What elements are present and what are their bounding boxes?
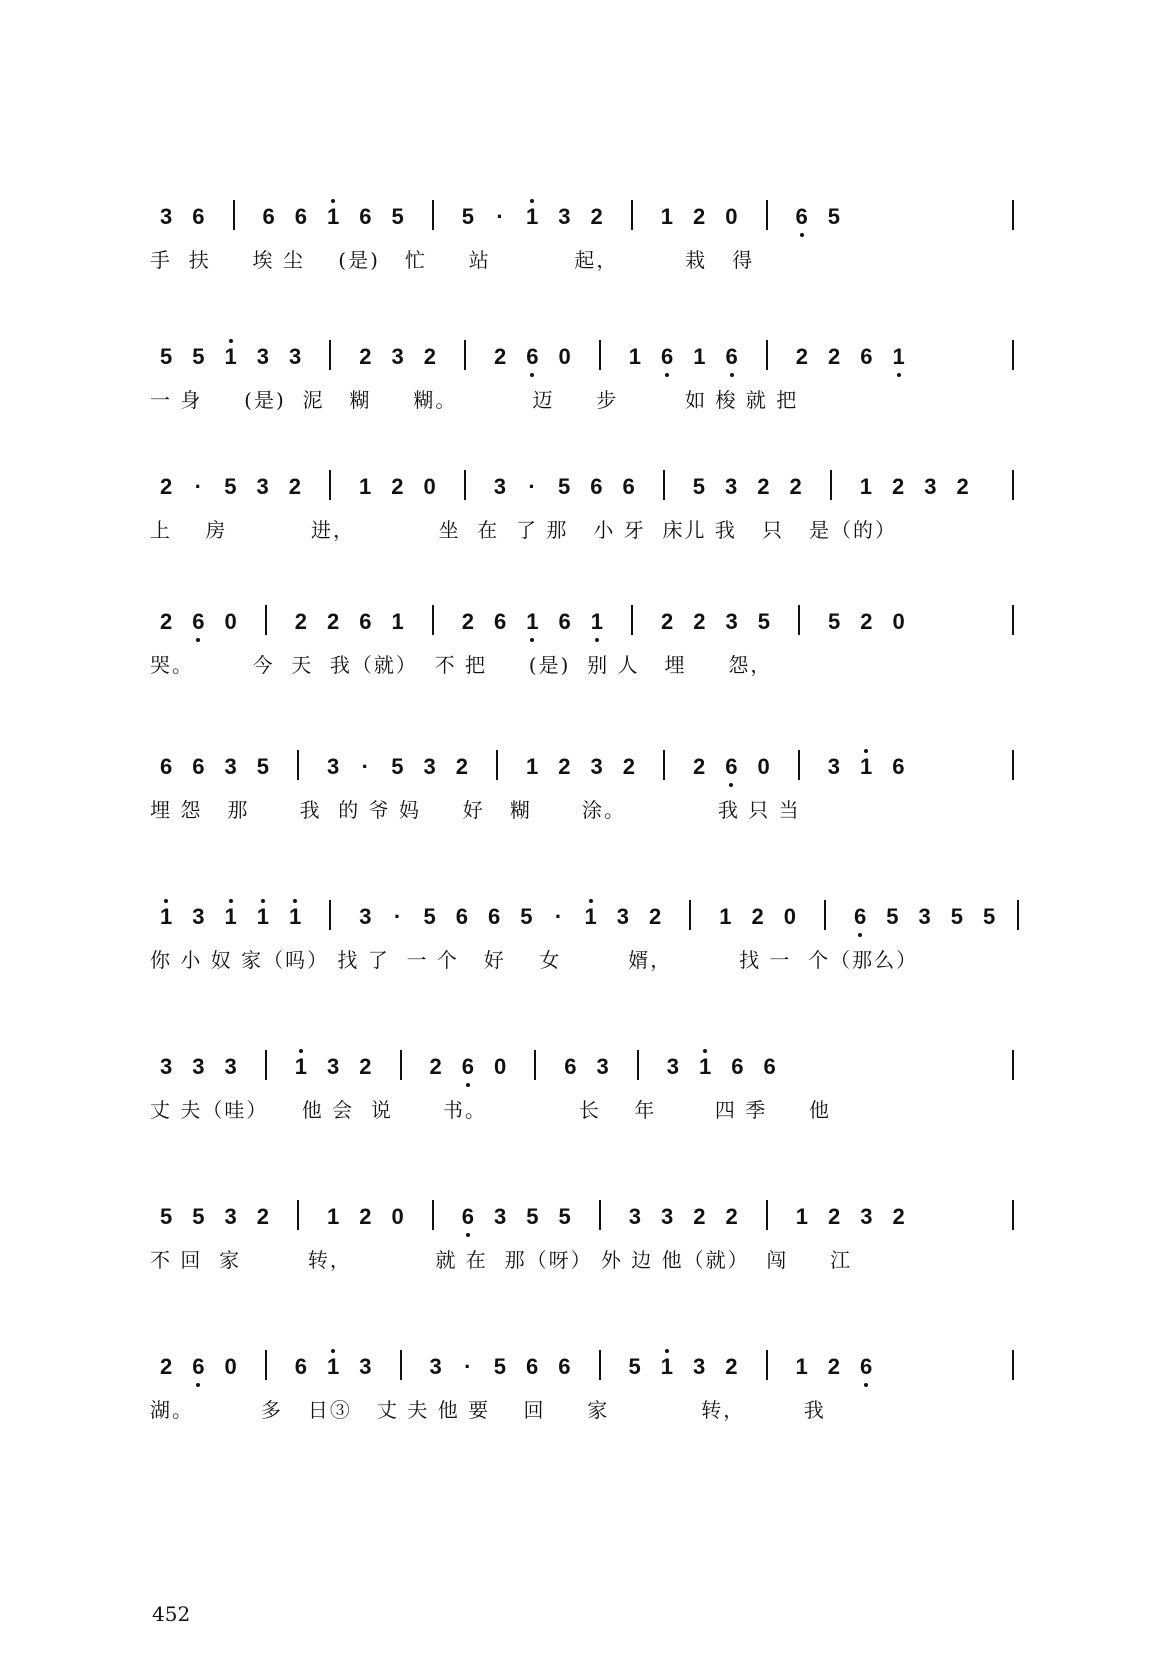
note: 3 [256,474,269,499]
note: 5 [828,609,841,634]
note: 6 [661,344,674,369]
measure [150,609,259,635]
note: 2 [590,204,603,229]
note: 3 [860,1204,873,1229]
note: 2 [661,609,674,634]
note: 6 [558,609,571,634]
note: 1 [628,344,641,369]
measure [408,1354,593,1380]
note: 0 [558,344,571,369]
notation-row [150,1040,1020,1080]
note: 2 [455,754,468,779]
note: 1 [719,904,732,929]
note: 5 [256,754,269,779]
note: 2 [725,1204,738,1229]
note: 6 [731,1054,744,1079]
score-line [150,1190,1020,1280]
measure [472,474,657,500]
note: 5 [628,1354,641,1379]
note: 5 [461,204,474,229]
note: 0 [423,474,436,499]
note: 5 [558,474,571,499]
barline [233,200,235,230]
note: 5 [160,1204,173,1229]
note: 6 [461,1204,474,1229]
note: 0 [725,204,738,229]
barline [1012,1350,1014,1380]
measure [305,754,490,780]
note: 3 [160,204,173,229]
note: 3 [827,754,840,779]
measure [697,904,818,930]
note: 2 [391,474,404,499]
measure [774,1204,927,1230]
note: 5 [224,474,237,499]
note: 2 [795,344,808,369]
barline [329,340,331,370]
note: 1 [590,609,603,634]
measure [150,474,323,500]
note: 5 [391,754,404,779]
note: 1 [693,344,706,369]
barline [631,200,633,230]
note: 3 [924,474,937,499]
note: 0 [783,904,796,929]
note: 1 [526,204,539,229]
measure [472,344,593,370]
note: 1 [860,754,873,779]
barline [265,1050,267,1080]
measure [832,904,1017,930]
note: 1 [699,1054,712,1079]
lyrics-row: 埋 怨 那 我 的 爷 妈 好 糊 涂。 我 只 当 [150,798,801,822]
barline [637,1050,639,1080]
note: 2 [892,474,905,499]
note: 2 [892,1204,905,1229]
note: 1 [892,344,905,369]
note: 2 [359,344,372,369]
note: 6 [192,609,205,634]
note: 3 [628,1204,641,1229]
note: · [194,474,202,499]
note: 3 [725,474,738,499]
notation-row [150,1190,1020,1230]
measure [408,1054,529,1080]
barline [297,1200,299,1230]
measure [774,344,927,370]
note: 6 [763,1054,776,1079]
measure [639,609,792,635]
measure [273,1054,394,1080]
note: 2 [327,609,340,634]
note: 5 [692,474,705,499]
measure [241,204,426,230]
note: 6 [192,754,205,779]
measure [150,344,323,370]
note: 1 [327,204,340,229]
note: 1 [660,204,673,229]
notation-row [150,595,1020,635]
barline [1012,605,1014,635]
measure [337,344,458,370]
note: 2 [956,474,969,499]
note: 3 [666,1054,679,1079]
score-line [150,1340,1020,1430]
note: 1 [256,904,269,929]
lyrics-row: 上 房 进， 坐 在 了 那 小 牙 床儿 我 只 是（的） [150,518,898,542]
note: 1 [526,754,539,779]
note: 2 [828,1204,841,1229]
note: 1 [391,609,404,634]
note: 6 [854,904,867,929]
measure [440,1204,593,1230]
barline [1012,340,1014,370]
note: 1 [160,904,173,929]
note: 2 [693,1204,706,1229]
measure [671,754,792,780]
barline [432,200,434,230]
note: 1 [359,474,372,499]
note: 6 [359,204,372,229]
note: 2 [789,474,802,499]
note: 2 [828,344,841,369]
note: 2 [622,754,635,779]
note: 5 [827,204,840,229]
note: 6 [359,609,372,634]
note: 3 [256,344,269,369]
barline [599,1200,601,1230]
note: · [496,204,504,229]
note: 2 [693,609,706,634]
barline [766,200,768,230]
barline [496,750,498,780]
note: 3 [661,1204,674,1229]
notation-row [150,890,1020,930]
note: 2 [423,344,436,369]
measure [305,1204,426,1230]
note: 6 [558,1354,571,1379]
note: 1 [795,1204,808,1229]
barline [1012,1200,1014,1230]
barline [631,605,633,635]
measure [607,344,760,370]
note: 5 [950,904,963,929]
note: 6 [494,609,507,634]
note: 1 [224,904,237,929]
note: · [464,1354,472,1379]
note: 3 [224,754,237,779]
measure [337,474,458,500]
measure [671,474,824,500]
note: 2 [494,344,507,369]
measure [542,1054,631,1080]
note: 5 [983,904,996,929]
barline [400,1050,402,1080]
measure [645,1054,798,1080]
measure [504,754,657,780]
measure [639,204,760,230]
page-number: 452 [152,1602,191,1626]
note: 2 [461,609,474,634]
note: 6 [622,474,635,499]
lyrics-row: 不 回 家 转， 就 在 那（呀） 外 边 他（就） 闯 江 [150,1248,853,1272]
note: 2 [359,1054,372,1079]
barline [830,470,832,500]
note: 6 [192,1354,205,1379]
measure [150,1354,259,1380]
note: 5 [520,904,533,929]
note: 3 [327,1054,340,1079]
lyrics-row: 哭。 今 天 我（就） 不 把 (是) 别 人 埋 怨， [150,653,773,677]
measure [774,204,863,230]
barline [1012,200,1014,230]
note: 3 [429,1354,442,1379]
note: 2 [558,754,571,779]
measure [607,1204,760,1230]
note: 2 [693,204,706,229]
notation-row [150,460,1020,500]
note: · [528,474,536,499]
note: 5 [160,344,173,369]
note: 2 [256,1204,269,1229]
note: 1 [859,474,872,499]
note: 2 [757,474,770,499]
note: 0 [224,609,237,634]
note: 5 [423,904,436,929]
note: 3 [327,754,340,779]
note: 3 [289,344,302,369]
note: 3 [918,904,931,929]
note: 2 [827,1354,840,1379]
measure [774,1354,895,1380]
note: 3 [192,1054,205,1079]
barline [265,1350,267,1380]
note: 3 [596,1054,609,1079]
barline [599,340,601,370]
note: 3 [558,204,571,229]
note: 6 [294,1354,307,1379]
note: 6 [892,754,905,779]
note: 6 [455,904,468,929]
note: 3 [494,1204,507,1229]
note: 6 [461,1054,474,1079]
barline [1012,750,1014,780]
note: 6 [860,344,873,369]
note: 3 [590,754,603,779]
note: 3 [224,1204,237,1229]
barline [297,750,299,780]
note: 5 [886,904,899,929]
notation-row [150,740,1020,780]
note: 3 [493,474,506,499]
measure [337,904,683,930]
note: 0 [391,1204,404,1229]
lyrics-row: 手 扶 埃 尘 (是) 忙 站 起， 栽 得 [150,248,755,272]
lyrics-row: 湖。 多 日③ 丈 夫 他 要 回 家 转， 我 [150,1398,826,1422]
note: 5 [391,204,404,229]
note: 1 [660,1354,673,1379]
measure [440,609,625,635]
note: 6 [192,204,205,229]
measure [150,1054,259,1080]
note: 3 [391,344,404,369]
note: · [554,904,563,929]
barline [798,605,800,635]
note: 1 [327,1354,340,1379]
barline [1012,1050,1014,1080]
barline [265,605,267,635]
barline [464,470,466,500]
barline [329,900,331,930]
note: 6 [262,204,275,229]
note: 6 [488,904,501,929]
note: 6 [795,204,808,229]
measure [806,609,927,635]
note: 6 [526,1354,539,1379]
note: 6 [860,1354,873,1379]
barline [766,1350,768,1380]
note: 1 [294,1054,307,1079]
notation-row [150,1340,1020,1380]
barline [1012,470,1014,500]
note: 6 [725,754,738,779]
note: 5 [192,1204,205,1229]
measure [273,1354,394,1380]
barline [599,1350,601,1380]
note: 5 [558,1204,571,1229]
note: 2 [160,609,173,634]
note: 1 [584,904,597,929]
note: 2 [751,904,764,929]
note: 1 [289,904,302,929]
score-line [150,1040,1020,1130]
measure [150,204,227,230]
lyrics-row: 你 小 奴 家（吗） 找 了 一 个 好 女 婿， 找 一 个（那么） [150,948,919,972]
barline [798,750,800,780]
barline [663,470,665,500]
note: 3 [224,1054,237,1079]
note: · [393,904,402,929]
note: 3 [616,904,629,929]
barline [329,470,331,500]
note: 2 [860,609,873,634]
barline [1017,900,1019,930]
notation-row [150,190,1020,230]
note: 2 [359,1204,372,1229]
note: 2 [288,474,301,499]
note: 6 [526,344,539,369]
barline [464,340,466,370]
note: 0 [224,1354,237,1379]
barline [689,900,691,930]
barline [663,750,665,780]
note: 2 [160,474,173,499]
notation-row [150,330,1020,370]
barline [432,1200,434,1230]
score-line [150,330,1020,420]
note: 5 [757,609,770,634]
note: 5 [526,1204,539,1229]
note: 2 [429,1054,442,1079]
note: 2 [693,754,706,779]
note: 3 [192,904,205,929]
note: 3 [725,609,738,634]
measure [440,204,625,230]
measure [150,904,323,930]
note: 3 [693,1354,706,1379]
note: · [361,754,369,779]
measure [150,1204,291,1230]
note: 2 [649,904,662,929]
note: 6 [590,474,603,499]
measure [806,754,927,780]
note: 0 [892,609,905,634]
note: 1 [327,1204,340,1229]
measure [838,474,991,500]
measure [273,609,426,635]
note: 2 [160,1354,173,1379]
barline [766,340,768,370]
note: 1 [795,1354,808,1379]
score-line [150,460,1020,550]
lyrics-row: 丈 夫（哇） 他 会 说 书。 长 年 四 季 他 [150,1098,832,1122]
measure [150,754,291,780]
note: 3 [160,1054,173,1079]
note: 3 [359,1354,372,1379]
barline [432,605,434,635]
note: 6 [564,1054,577,1079]
note: 0 [494,1054,507,1079]
barline [824,900,826,930]
barline [400,1350,402,1380]
measure [607,1354,760,1380]
note: 1 [224,344,237,369]
note: 6 [294,204,307,229]
score-line [150,890,1020,980]
note: 5 [192,344,205,369]
barline [766,1200,768,1230]
note: 6 [160,754,173,779]
note: 3 [423,754,436,779]
note: 2 [294,609,307,634]
lyrics-row: 一 身 (是) 泥 糊 糊。 迈 步 如 梭 就 把 [150,388,799,412]
barline [534,1050,536,1080]
note: 0 [757,754,770,779]
note: 6 [725,344,738,369]
note: 2 [725,1354,738,1379]
score-line [150,595,1020,685]
note: 1 [526,609,539,634]
score-line [150,190,1020,280]
note: 5 [493,1354,506,1379]
score-line [150,740,1020,830]
note: 3 [359,904,372,929]
